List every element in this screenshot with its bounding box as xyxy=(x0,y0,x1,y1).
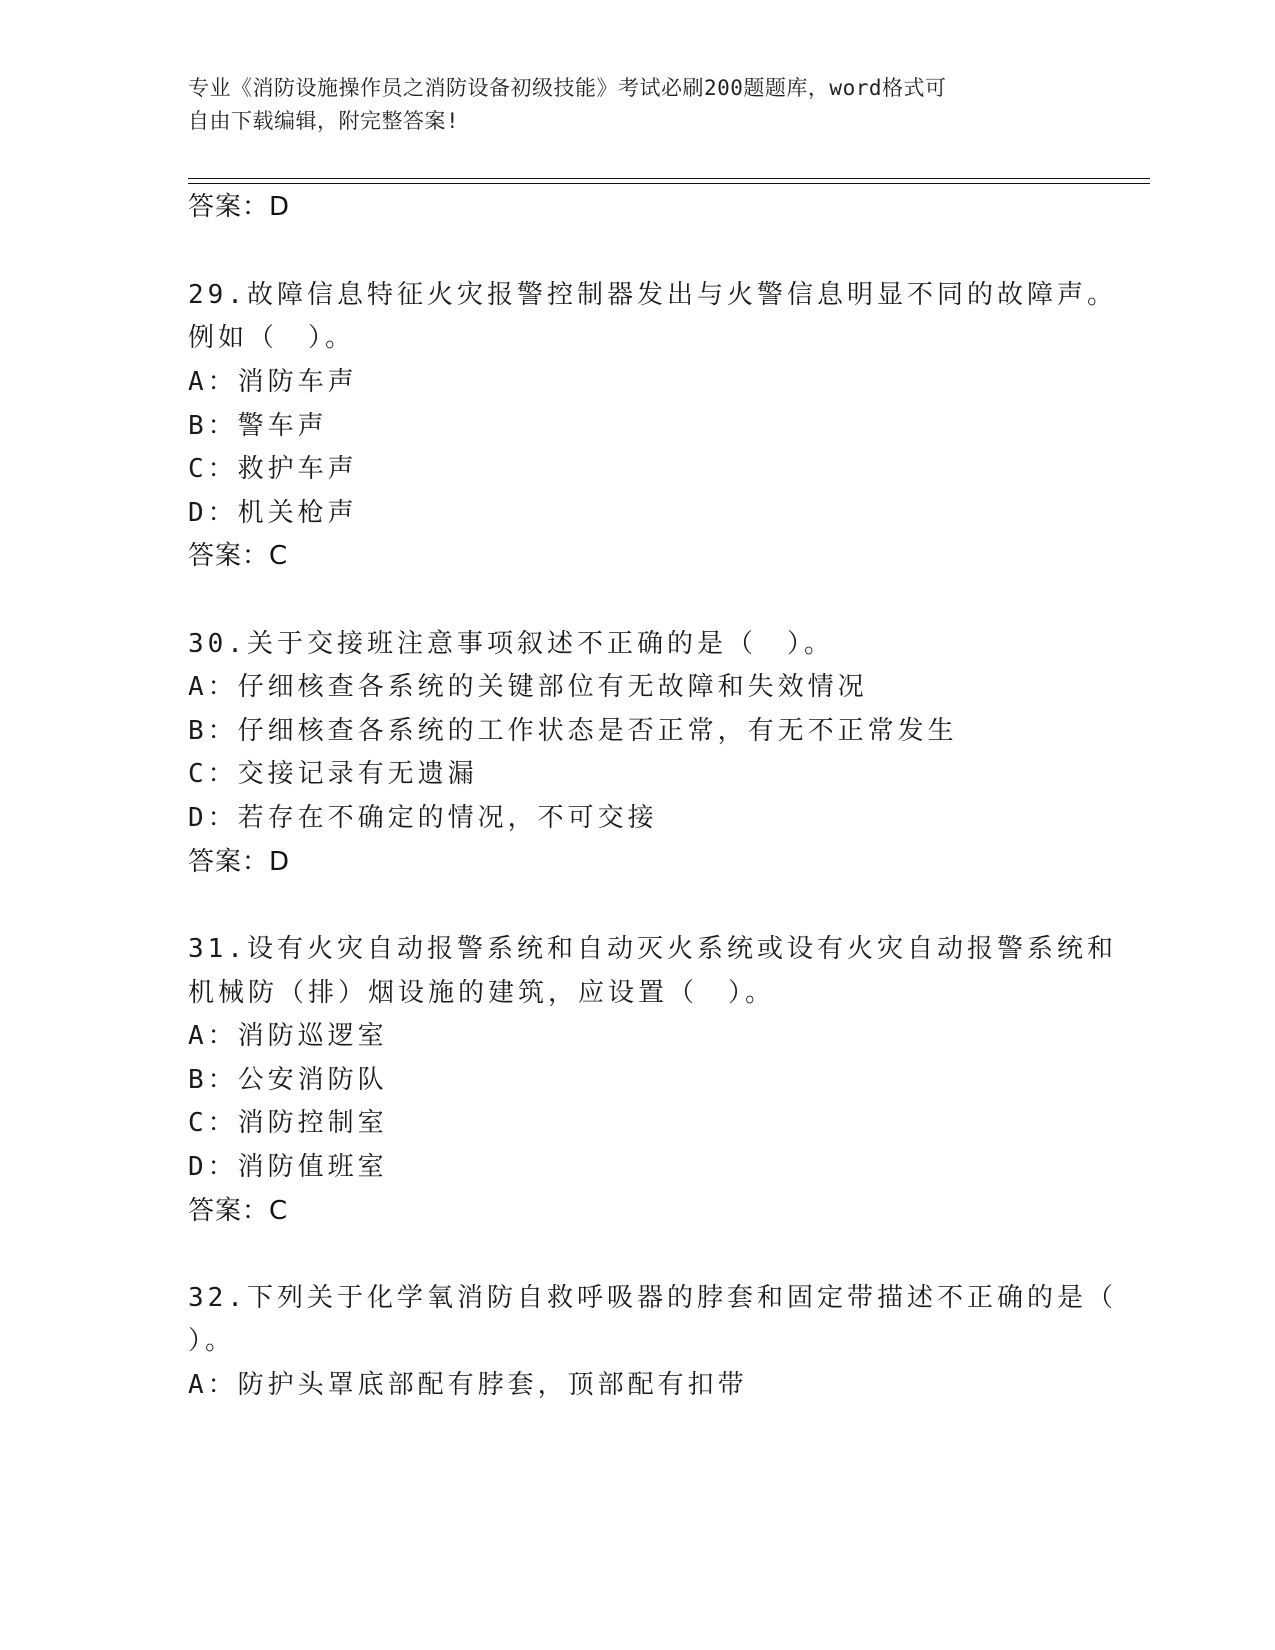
header-line-1: 专业《消防设施操作员之消防设备初级技能》考试必刷200题题库，word格式可 xyxy=(188,76,947,100)
document-header xyxy=(188,72,1088,138)
header-line-2: 自由下载编辑，附完整答案! xyxy=(188,109,460,133)
header-divider-bottom xyxy=(188,183,1150,184)
question-31-option-a: A：消防巡逻室 xyxy=(188,1021,388,1051)
question-32-option-a: A：防护头罩底部配有脖套，顶部配有扣带 xyxy=(188,1370,748,1400)
question-29-option-a: A：消防车声 xyxy=(188,367,358,397)
question-31-option-d: D：消防值班室 xyxy=(188,1152,388,1182)
question-29-answer: 答案：C xyxy=(188,541,289,571)
question-29-stem-line-2: 例如（ ）。 xyxy=(188,323,356,353)
question-30-option-d: D：若存在不确定的情况，不可交接 xyxy=(188,803,658,833)
question-30-stem-line-1: 30.关于交接班注意事项叙述不正确的是（ ）。 xyxy=(188,629,834,659)
question-31-stem-line-2: 机械防（排）烟设施的建筑，应设置（ ）。 xyxy=(188,978,776,1008)
question-29-stem-line-1: 29.故障信息特征火灾报警控制器发出与火警信息明显不同的故障声。 xyxy=(188,280,1117,310)
question-30-option-a: A：仔细核查各系统的关键部位有无故障和失效情况 xyxy=(188,672,868,702)
previous-answer: 答案：D xyxy=(188,192,291,222)
question-31-answer: 答案：C xyxy=(188,1196,289,1226)
question-29-option-d: D：机关枪声 xyxy=(188,498,358,528)
question-32-stem-line-1: 32.下列关于化学氧消防自救呼吸器的脖套和固定带描述不正确的是（ xyxy=(188,1283,1117,1313)
question-32-stem-line-2: ）。 xyxy=(188,1326,236,1356)
question-31-stem-line-1: 31.设有火灾自动报警系统和自动灭火系统或设有火灾自动报警系统和 xyxy=(188,934,1117,964)
header-divider-top xyxy=(188,178,1150,179)
question-30-option-b: B：仔细核查各系统的工作状态是否正常，有无不正常发生 xyxy=(188,716,958,746)
question-29-option-c: C：救护车声 xyxy=(188,454,358,484)
question-29-option-b: B：警车声 xyxy=(188,411,328,441)
question-30-answer: 答案：D xyxy=(188,847,291,877)
question-30-option-c: C：交接记录有无遗漏 xyxy=(188,759,478,789)
question-31-option-c: C：消防控制室 xyxy=(188,1108,388,1138)
question-31-option-b: B：公安消防队 xyxy=(188,1065,388,1095)
